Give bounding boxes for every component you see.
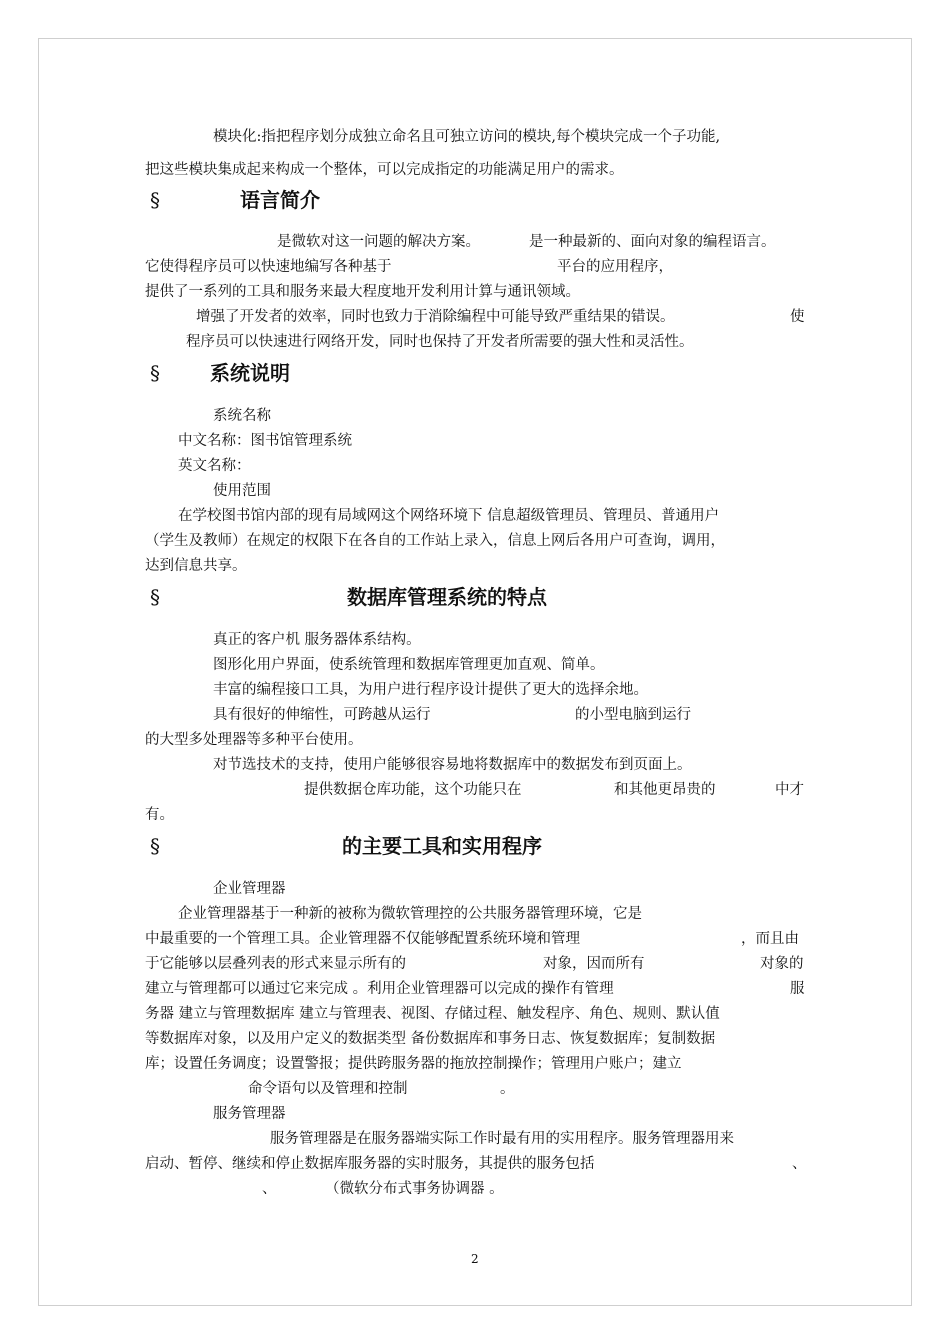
text-line: 图形化用户界面，使系统管理和数据库管理更加直观、简单。: [213, 657, 605, 673]
text-line: 的大型多处理器等多种平台使用。: [145, 732, 363, 748]
heading-dbms-features: 数据库管理系统的特点: [347, 585, 547, 609]
text-line: （学生及教师）在规定的权限下在各自的工作站上录入，信息上网后各用户可查询，调用，: [145, 533, 725, 549]
text-line: 命令语句以及管理和控制: [248, 1081, 408, 1097]
text-line: 服务管理器是在服务器端实际工作时最有用的实用程序。服务管理器用来: [270, 1131, 734, 1147]
text-line: 程序员可以快速进行网络开发，同时也保持了开发者所需要的强大性和灵活性。: [186, 334, 694, 350]
text-line: 建立与管理都可以通过它来完成 。利用企业管理器可以完成的操作有管理: [145, 981, 614, 997]
heading-language-intro: 语言简介: [240, 188, 320, 212]
heading-system-description: 系统说明: [210, 361, 290, 385]
text-line: 服: [790, 981, 805, 997]
section-mark: §: [150, 361, 160, 385]
text-line: 达到信息共享。: [145, 558, 247, 574]
text-line: 丰富的编程接口工具，为用户进行程序设计提供了更大的选择余地。: [213, 682, 648, 698]
text-line: 是一种最新的、面向对象的编程语言。: [529, 234, 776, 250]
text-line: 企业管理器: [213, 881, 286, 897]
text-line: 库；设置任务调度；设置警报；提供跨服务器的拖放控制操作；管理用户账户；建立: [145, 1056, 682, 1072]
text-line: 增强了开发者的效率，同时也致力于消除编程中可能导致严重结果的错误。: [196, 309, 675, 325]
text-line: ，而且由: [741, 931, 799, 947]
text-line: 于它能够以层叠列表的形式来显示所有的: [145, 956, 406, 972]
text-line: 平台的应用程序，: [557, 259, 673, 275]
section-mark: §: [150, 834, 160, 858]
page-number: 2: [471, 1252, 479, 1266]
text-line: 把这些模块集成起来构成一个整体，可以完成指定的功能满足用户的需求。: [145, 162, 624, 178]
text-line: 企业管理器基于一种新的被称为微软管理控的公共服务器管理环境，它是: [178, 906, 642, 922]
text-line: 模块化:指把程序划分成独立命名且可独立访问的模块,每个模块完成一个子功能,: [213, 129, 721, 145]
text-line: 使用范围: [213, 483, 271, 499]
text-line: 提供数据仓库功能，这个功能只在: [304, 782, 522, 798]
text-line: 对象的: [760, 956, 804, 972]
text-line: 使: [790, 309, 805, 325]
text-line: 真正的客户机 服务器体系结构。: [213, 632, 421, 648]
text-line: （微软分布式事务协调器 。: [325, 1181, 504, 1197]
text-line: 具有很好的伸缩性，可跨越从运行: [213, 707, 431, 723]
text-line: 的小型电脑到运行: [575, 707, 691, 723]
text-line: 中最重要的一个管理工具。企业管理器不仅能够配置系统环境和管理: [145, 931, 580, 947]
section-mark: §: [150, 188, 160, 212]
text-line: 、: [262, 1181, 277, 1197]
text-line: 在学校图书馆内部的现有局域网这个网络环境下 信息超级管理员、管理员、普通用户: [178, 508, 720, 524]
text-line: 系统名称: [213, 408, 271, 424]
text-line: 中文名称：图书馆管理系统: [178, 433, 352, 449]
text-line: 有。: [145, 807, 174, 823]
section-mark: §: [150, 585, 160, 609]
text-line: 是微软对这一问题的解决方案。: [277, 234, 480, 250]
text-line: 启动、暂停、继续和停止数据库服务器的实时服务，其提供的服务包括: [145, 1156, 595, 1172]
text-line: 提供了一系列的工具和服务来最大程度地开发利用计算与通讯领域。: [145, 284, 580, 300]
text-line: 和其他更昂贵的: [614, 782, 716, 798]
text-line: 等数据库对象，以及用户定义的数据类型 备份数据库和事务日志、恢复数据库；复制数据: [145, 1031, 716, 1047]
text-line: 对象，因而所有: [543, 956, 645, 972]
text-line: 英文名称：: [178, 458, 251, 474]
text-line: 。: [500, 1081, 515, 1097]
text-line: 对节选技术的支持，使用户能够很容易地将数据库中的数据发布到页面上。: [213, 757, 692, 773]
text-line: 务器 建立与管理数据库 建立与管理表、视图、存储过程、触发程序、角色、规则、默认值: [145, 1006, 720, 1022]
text-line: 、: [792, 1156, 807, 1172]
text-line: 中才: [775, 782, 804, 798]
heading-main-tools: 的主要工具和实用程序: [342, 834, 542, 858]
text-line: 它使得程序员可以快速地编写各种基于: [145, 259, 392, 275]
text-line: 服务管理器: [213, 1106, 286, 1122]
